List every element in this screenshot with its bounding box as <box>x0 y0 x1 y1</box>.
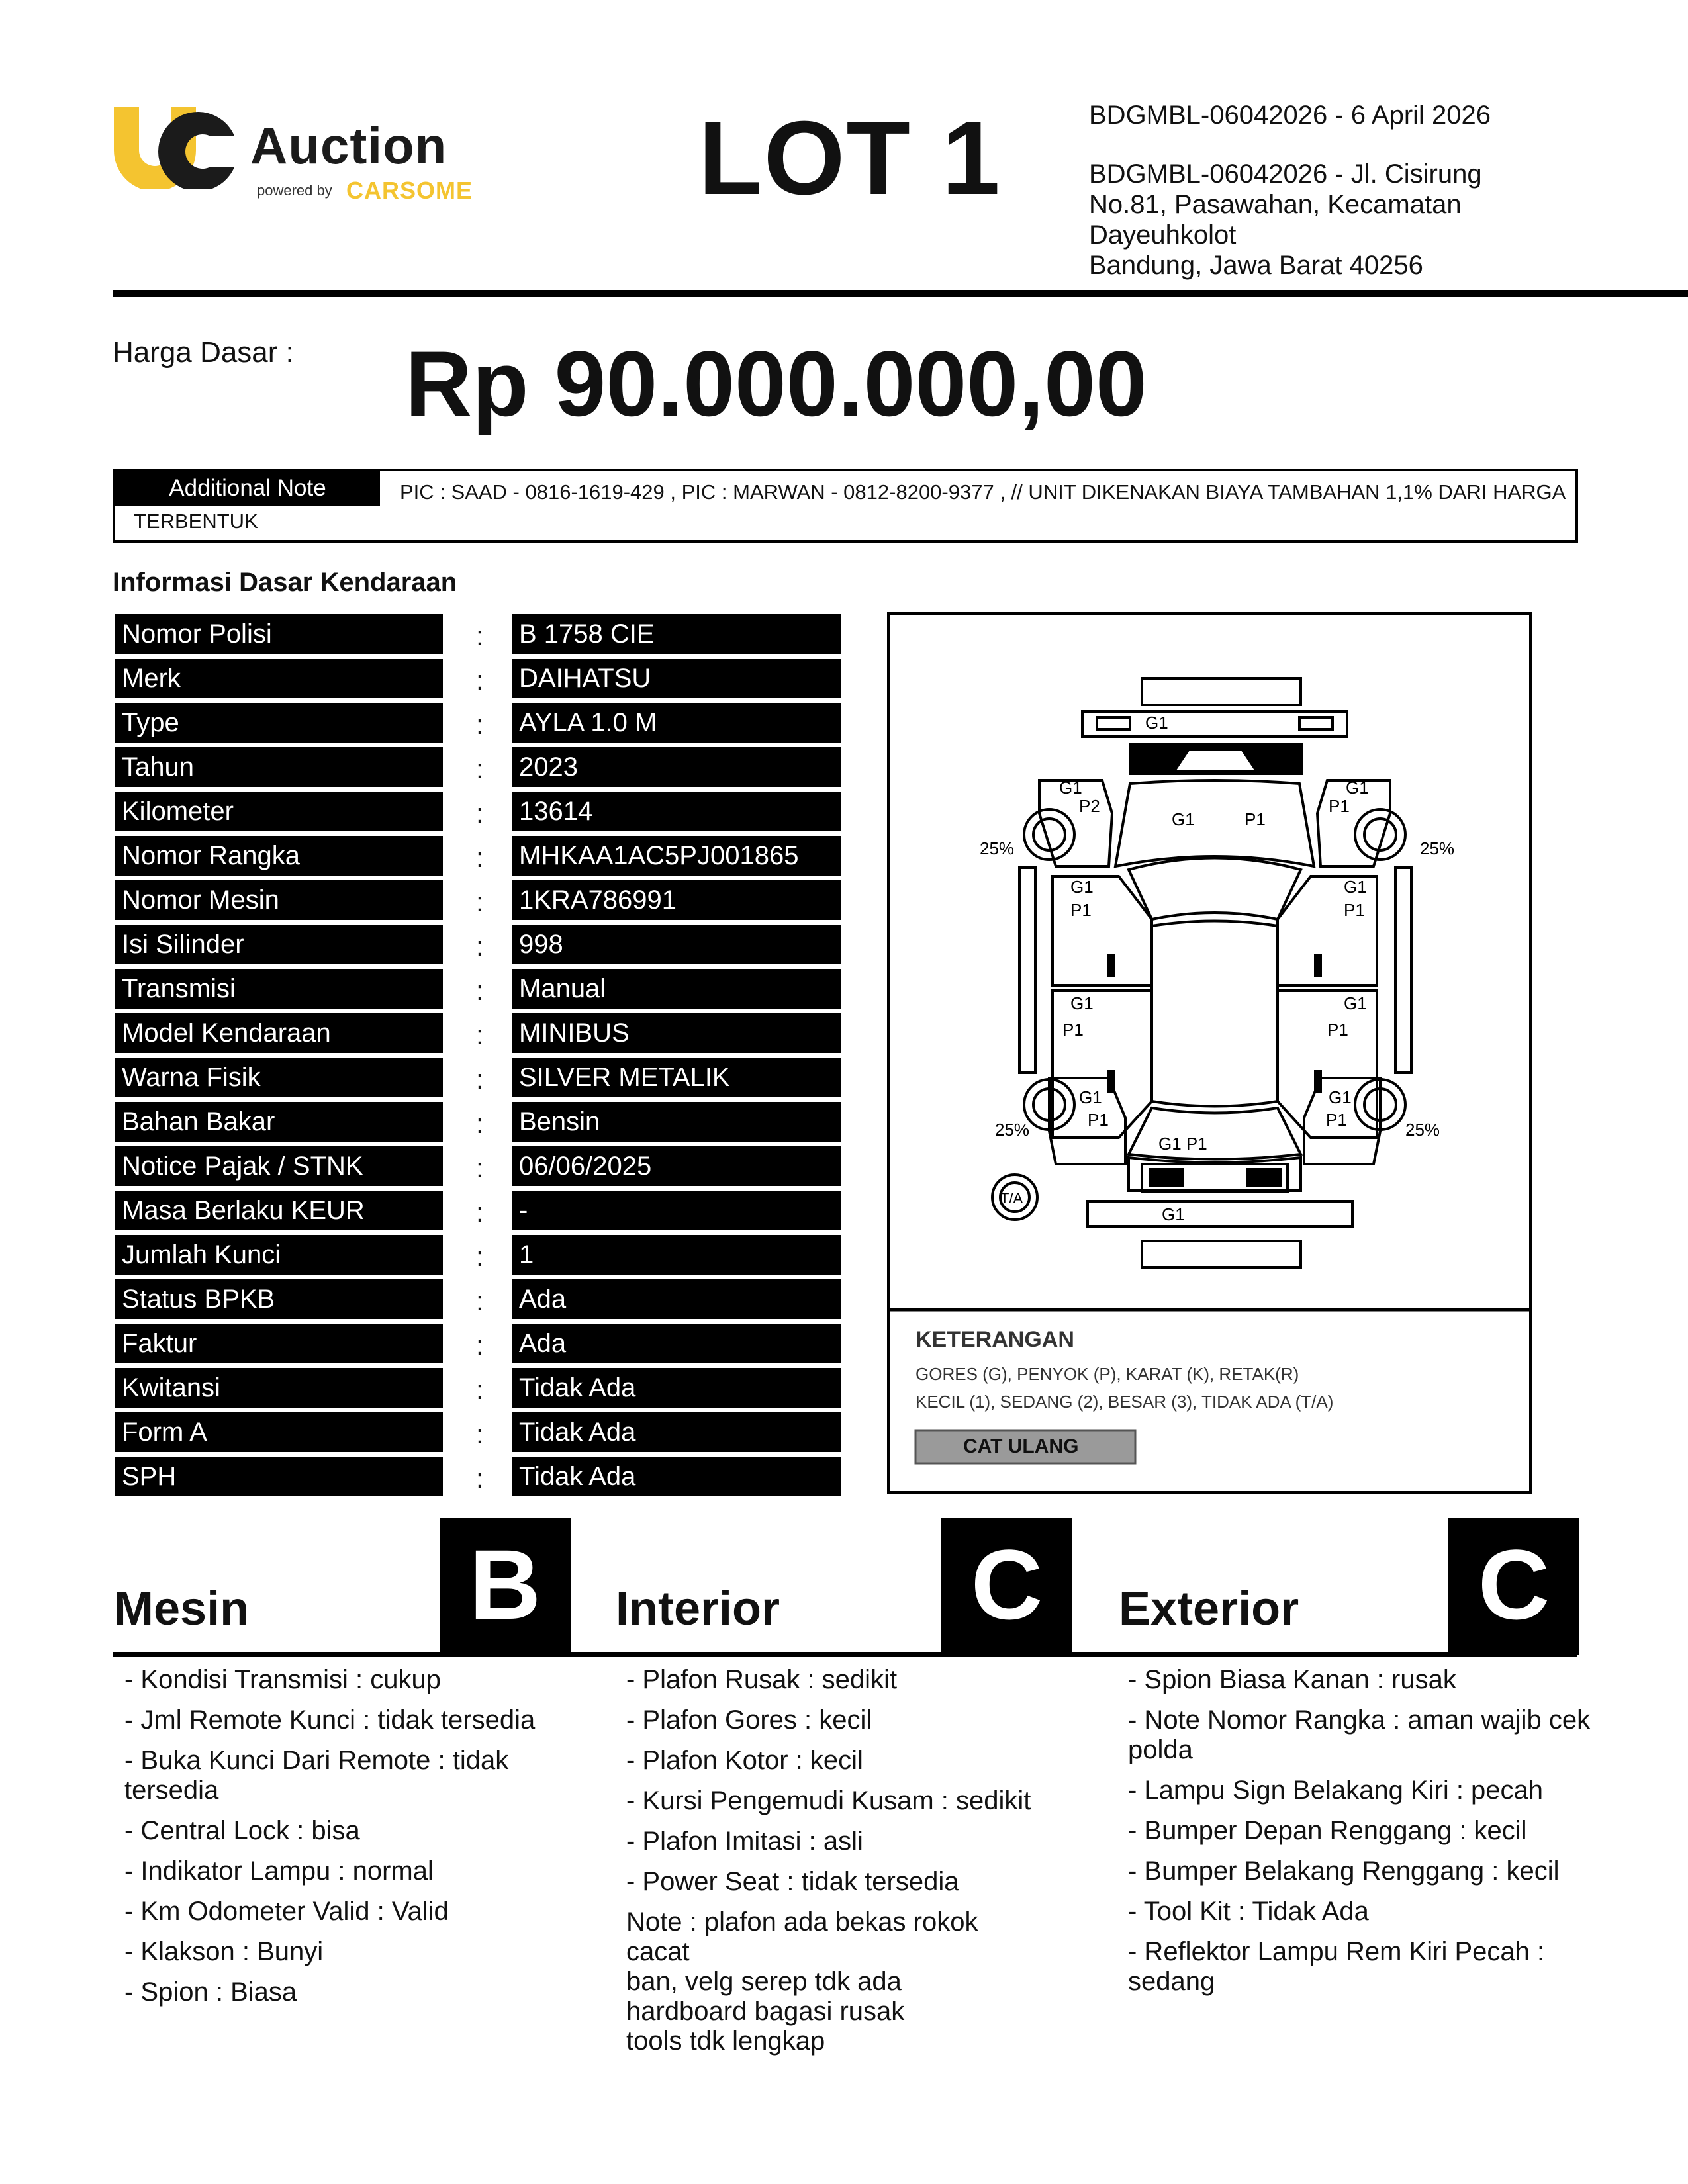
car-diagram-svg <box>890 615 1529 1491</box>
info-label: Isi Silinder <box>115 925 443 964</box>
info-row <box>115 1368 843 1412</box>
info-label: Type <box>115 703 443 743</box>
info-label: SPH <box>115 1457 443 1496</box>
price-label: Harga Dasar : <box>113 336 294 369</box>
info-value: MINIBUS <box>512 1013 841 1053</box>
left-headlight <box>1097 717 1130 729</box>
address-line: BDGMBL-06042026 - Jl. Cisirung <box>1089 159 1482 189</box>
mark-spare-tire: T/A <box>1000 1190 1023 1206</box>
mark-right-rear-door-p: P1 <box>1327 1020 1348 1040</box>
exterior-grade: C <box>1448 1518 1579 1655</box>
info-value: Ada <box>512 1279 841 1319</box>
vehicle-info-table <box>115 614 843 1501</box>
info-label: Warna Fisik <box>115 1058 443 1097</box>
info-value: DAIHATSU <box>512 659 841 698</box>
info-value: AYLA 1.0 M <box>512 703 841 743</box>
info-value: 06/06/2025 <box>512 1146 841 1186</box>
info-row <box>115 1457 843 1501</box>
mark-left-rear-door-g: G1 <box>1070 993 1094 1013</box>
uc-auction-logo <box>111 103 482 215</box>
condition-item: - Jml Remote Kunci : tidak tersedia <box>124 1706 536 1735</box>
info-label: Kwitansi <box>115 1368 443 1408</box>
left-front-handle <box>1109 956 1114 976</box>
info-row <box>115 880 843 925</box>
legend-title: KETERANGAN <box>915 1327 1074 1352</box>
hood-vent <box>1176 751 1254 770</box>
info-value: Manual <box>512 969 841 1009</box>
repaint-label: CAT ULANG <box>963 1435 1079 1457</box>
info-value: Tidak Ada <box>512 1368 841 1408</box>
exterior-conditions <box>1128 1665 1605 2007</box>
tire-rear-right-pct: 25% <box>1405 1120 1440 1140</box>
left-front-door <box>1053 876 1152 985</box>
info-label: Nomor Rangka <box>115 836 443 876</box>
info-separator: : <box>476 664 484 696</box>
left-side-sill <box>1019 868 1035 1073</box>
info-row <box>115 969 843 1013</box>
interior-note-line: tools tdk lengkap <box>626 2026 825 2056</box>
info-value: 1KRA786991 <box>512 880 841 920</box>
grade-divider <box>113 1652 1577 1657</box>
info-row <box>115 1324 843 1368</box>
condition-item: - Tool Kit : Tidak Ada <box>1128 1897 1369 1926</box>
front-grille-panel <box>1142 678 1301 705</box>
interior-title: Interior <box>616 1582 780 1635</box>
interior-conditions <box>626 1665 1103 2056</box>
info-label: Form A <box>115 1412 443 1452</box>
info-label: Nomor Mesin <box>115 880 443 920</box>
info-separator: : <box>476 709 484 740</box>
info-row <box>115 1058 843 1102</box>
condition-item: - Plafon Kotor : kecil <box>626 1746 863 1775</box>
condition-item: - Klakson : Bunyi <box>124 1937 324 1966</box>
right-side-sill <box>1395 868 1411 1073</box>
uc-logo-icon <box>111 103 244 189</box>
info-row <box>115 1013 843 1058</box>
front-left-wheel <box>1024 809 1074 860</box>
condition-item: - Buka Kunci Dari Remote : tidak tersedia <box>124 1746 509 1805</box>
mark-left-front-door-g: G1 <box>1070 877 1094 897</box>
additional-note-text: PIC : SAAD - 0816-1619-429 , PIC : MARWAN - 0812-8200-9377 , // UNIT DIKENAKAN BIAYA TAMBAHAN 1,1% DARI HARGA TERBENTUK <box>134 480 1565 533</box>
condition-item: - Bumper Depan Renggang : kecil <box>1128 1816 1527 1845</box>
info-row <box>115 1235 843 1279</box>
interior-note-line: cacat <box>626 1937 690 1966</box>
header-divider <box>113 290 1688 297</box>
info-value: SILVER METALIK <box>512 1058 841 1097</box>
mark-trunk: G1 P1 <box>1158 1134 1207 1154</box>
mark-right-front-fender-g: G1 <box>1346 778 1369 797</box>
rear-bumper-lower <box>1142 1241 1301 1267</box>
rear-bumper <box>1088 1201 1352 1226</box>
condition-item: - Central Lock : bisa <box>124 1816 360 1845</box>
info-label: Tahun <box>115 747 443 787</box>
info-row <box>115 925 843 969</box>
info-separator: : <box>476 975 484 1006</box>
info-label: Masa Berlaku KEUR <box>115 1191 443 1230</box>
auction-date: BDGMBL-06042026 - 6 April 2026 <box>1089 101 1491 130</box>
info-row <box>115 703 843 747</box>
vehicle-info-heading: Informasi Dasar Kendaraan <box>113 568 457 597</box>
info-label: Model Kendaraan <box>115 1013 443 1053</box>
carsome-logo: CARSOME <box>346 177 473 204</box>
mark-hood-p: P1 <box>1244 809 1266 829</box>
info-separator: : <box>476 1019 484 1050</box>
info-label: Faktur <box>115 1324 443 1363</box>
tire-front-right-pct: 25% <box>1420 839 1455 858</box>
damage-diagram <box>887 612 1532 1494</box>
tire-front-left-pct: 25% <box>980 839 1015 858</box>
info-row <box>115 1279 843 1324</box>
info-separator: : <box>476 1197 484 1228</box>
mesin-grade: B <box>440 1518 571 1655</box>
info-value: - <box>512 1191 841 1230</box>
windshield <box>1129 858 1301 920</box>
info-value: Tidak Ada <box>512 1412 841 1452</box>
info-separator: : <box>476 1418 484 1449</box>
info-row <box>115 747 843 792</box>
brand-name: Auction <box>250 116 447 175</box>
mark-hood-g: G1 <box>1172 809 1195 829</box>
mark-left-front-fender-p: P2 <box>1079 796 1100 816</box>
info-value: 998 <box>512 925 841 964</box>
condition-item: - Spion Biasa Kanan : rusak <box>1128 1665 1456 1694</box>
mark-right-rear-fender-p: P1 <box>1326 1110 1347 1130</box>
info-separator: : <box>476 842 484 873</box>
info-label: Merk <box>115 659 443 698</box>
info-separator: : <box>476 886 484 917</box>
info-value: MHKAA1AC5PJ001865 <box>512 836 841 876</box>
info-separator: : <box>476 1241 484 1272</box>
interior-note-line: hardboard bagasi rusak <box>626 1997 905 2026</box>
condition-item: - Bumper Belakang Renggang : kecil <box>1128 1856 1560 1886</box>
right-front-handle <box>1315 956 1321 976</box>
info-label: Notice Pajak / STNK <box>115 1146 443 1186</box>
condition-item: - Lampu Sign Belakang Kiri : pecah <box>1128 1776 1544 1805</box>
mark-rear-bumper: G1 <box>1162 1205 1185 1224</box>
condition-item: - Note Nomor Rangka : aman wajib cek polda <box>1128 1706 1591 1764</box>
condition-item: - Power Seat : tidak tersedia <box>626 1867 959 1896</box>
mark-right-front-fender-p: P1 <box>1329 796 1350 816</box>
info-separator: : <box>476 620 484 651</box>
info-label: Nomor Polisi <box>115 614 443 654</box>
mark-left-front-fender-g: G1 <box>1059 778 1082 797</box>
mark-left-front-door-p: P1 <box>1070 900 1092 920</box>
left-taillight <box>1150 1169 1183 1185</box>
condition-item: - Kursi Pengemudi Kusam : sedikit <box>626 1786 1031 1815</box>
info-label: Jumlah Kunci <box>115 1235 443 1275</box>
info-row <box>115 1191 843 1235</box>
info-row <box>115 614 843 659</box>
roof <box>1152 921 1278 1107</box>
hood-panel <box>1115 780 1314 866</box>
legend-line-2: KECIL (1), SEDANG (2), BESAR (3), TIDAK ADA (T/A) <box>915 1392 1334 1412</box>
address-line: No.81, Pasawahan, Kecamatan <box>1089 190 1462 219</box>
info-separator: : <box>476 1374 484 1405</box>
front-bumper <box>1082 711 1347 737</box>
base-price: Rp 90.000.000,00 <box>405 332 1147 435</box>
info-value: 2023 <box>512 747 841 787</box>
condition-item: - Indikator Lampu : normal <box>124 1856 434 1886</box>
lot-title: LOT 1 <box>698 100 1002 216</box>
condition-item: - Km Odometer Valid : Valid <box>124 1897 449 1926</box>
mark-left-rear-door-p: P1 <box>1062 1020 1084 1040</box>
address-line: Dayeuhkolot <box>1089 220 1237 250</box>
mark-left-rear-fender-g: G1 <box>1079 1087 1102 1107</box>
condition-item: - Spion : Biasa <box>124 1978 297 2007</box>
info-row <box>115 1146 843 1191</box>
mark-left-rear-fender-p: P1 <box>1088 1110 1109 1130</box>
additional-note-label: Additional Note <box>115 471 380 506</box>
mark-right-front-door-p: P1 <box>1344 900 1365 920</box>
info-value: Ada <box>512 1324 841 1363</box>
tire-rear-left-pct: 25% <box>995 1120 1030 1140</box>
info-label: Status BPKB <box>115 1279 443 1319</box>
legend-line-1: GORES (G), PENYOK (P), KARAT (K), RETAK(R) <box>915 1364 1299 1384</box>
mark-front-bumper: G1 <box>1145 713 1168 733</box>
info-row <box>115 1412 843 1457</box>
info-separator: : <box>476 753 484 784</box>
info-row <box>115 1102 843 1146</box>
mesin-title: Mesin <box>114 1582 250 1635</box>
info-separator: : <box>476 1108 484 1139</box>
interior-note-line: Note : plafon ada bekas rokok <box>626 1907 978 1936</box>
condition-item: - Reflektor Lampu Rem Kiri Pecah : sedang <box>1128 1937 1545 1996</box>
front-right-wheel <box>1355 809 1405 860</box>
info-value: Bensin <box>512 1102 841 1142</box>
address-line: Bandung, Jawa Barat 40256 <box>1089 251 1423 280</box>
info-row <box>115 836 843 880</box>
info-value: B 1758 CIE <box>512 614 841 654</box>
rear-window <box>1129 1108 1301 1160</box>
info-separator: : <box>476 1285 484 1316</box>
interior-note <box>626 1907 1103 2056</box>
powered-by-text: powered by <box>257 182 332 199</box>
info-separator: : <box>476 797 484 829</box>
info-separator: : <box>476 931 484 962</box>
mesin-conditions <box>124 1665 561 2018</box>
exterior-title: Exterior <box>1119 1582 1299 1635</box>
mark-right-rear-door-g: G1 <box>1344 993 1367 1013</box>
condition-item: - Plafon Gores : kecil <box>626 1706 872 1735</box>
interior-grade: C <box>941 1518 1072 1655</box>
right-taillight <box>1248 1169 1281 1185</box>
condition-item: - Kondisi Transmisi : cukup <box>124 1665 441 1694</box>
info-separator: : <box>476 1463 484 1494</box>
info-label: Kilometer <box>115 792 443 831</box>
interior-note-line: ban, velg serep tdk ada <box>626 1967 902 1996</box>
additional-note <box>113 469 1578 543</box>
right-headlight <box>1299 717 1333 729</box>
mark-right-front-door-g: G1 <box>1344 877 1367 897</box>
info-separator: : <box>476 1330 484 1361</box>
info-label: Transmisi <box>115 969 443 1009</box>
info-label: Bahan Bakar <box>115 1102 443 1142</box>
condition-item: - Plafon Rusak : sedikit <box>626 1665 898 1694</box>
info-separator: : <box>476 1064 484 1095</box>
mark-right-rear-fender-g: G1 <box>1329 1087 1352 1107</box>
info-row <box>115 659 843 703</box>
condition-item: - Plafon Imitasi : asli <box>626 1827 863 1856</box>
info-value: Tidak Ada <box>512 1457 841 1496</box>
info-value: 1 <box>512 1235 841 1275</box>
info-row <box>115 792 843 836</box>
info-separator: : <box>476 1152 484 1183</box>
info-value: 13614 <box>512 792 841 831</box>
